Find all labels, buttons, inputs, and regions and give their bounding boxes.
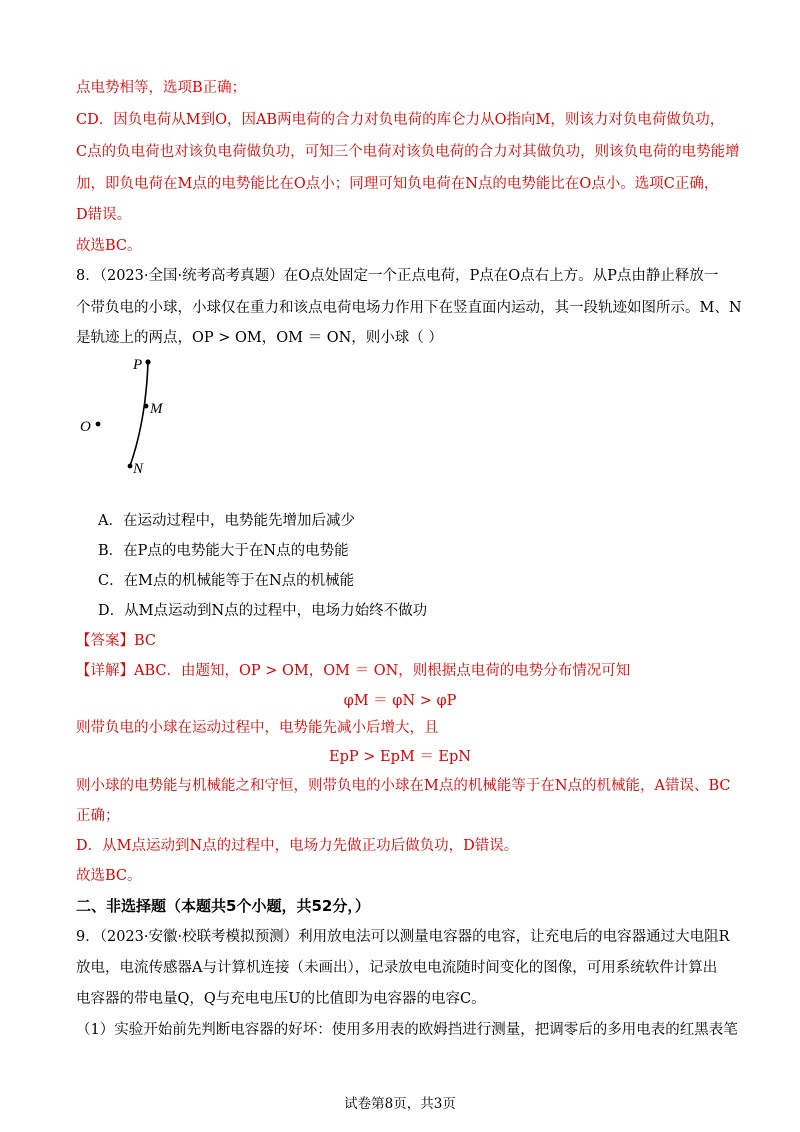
text-line: D错误。 [76,207,132,223]
text-line: C点的负电荷也对该负电荷做负功，可知三个电荷对该负电荷的合力对其做负功，则该负电荷的电势能增 [76,144,740,160]
text-line: 则带负电的小球在运动过程中，电势能先减小后增大，且 [76,720,439,736]
text-line: 点电势相等，选项B正确； [76,80,247,96]
text-line: 放电，电流传感器A与计算机连接（未画出），记录放电电流随时间变化的图像，可用系统软件计算出 [76,960,718,976]
text-line: CD．因负电荷从M到O，因AB两电荷的合力对负电荷的库仑力从O指向M，则该力对负电荷做负功， [76,112,725,128]
point-o-dot [96,422,101,427]
label-m: M [150,401,163,417]
text-line: 8．（2023·全国·统考高考真题）在O点处固定一个正点电荷，P点在O点右上方。从P点由静止释放一 [76,268,719,284]
text-line: 二、非选择题（本题共5个小题，共52分，） [76,897,370,915]
point-n-dot [128,464,133,469]
page-footer: 试卷第8页，共3页 [344,1096,456,1112]
text-line: （1）实验开始前先判断电容器的好坏：使用多用表的欧姆挡进行测量，把调零后的多用电表的红黑表笔 [76,1022,738,1038]
trajectory-curve [130,362,148,466]
text-line: 9．（2023·安徽·校联考模拟预测）利用放电法可以测量电容器的电容，让充电后的电容器通过大电阻R [76,929,730,945]
trajectory-figure [70,350,190,490]
text-line: C．在M点的机械能等于在N点的机械能 [98,573,355,589]
text-line: D．从M点运动到N点的过程中，电场力先做正功后做负功，D错误。 [76,838,519,854]
point-p-dot [145,359,150,364]
text-line: 个带负电的小球，小球仅在重力和该点电荷电场力作用下在竖直面内运动，其一段轨迹如图所示。M、N [76,300,742,316]
label-n: N [133,461,144,477]
text-line: 电容器的带电量Q，Q与充电电压U的比值即为电容器的电容C。 [76,991,486,1007]
text-line: 故选BC。 [76,868,142,884]
label-p: P [133,357,143,373]
text-line: 加，即负电荷在M点的电势能比在O点小；同理可知负电荷在N点的电势能比在O点小。选项C正确， [76,176,719,192]
text-line: 则小球的电势能与机械能之和守恒，则带负电的小球在M点的机械能等于在N点的机械能，A错误、BC [76,778,731,794]
text-line: 是轨迹上的两点，OP > OM，OM ＝ ON，则小球（ ） [76,330,443,346]
text-line: φM ＝ φN > φP [343,693,457,709]
text-line: A．在运动过程中，电势能先增加后减少 [98,513,355,529]
text-line: 故选BC。 [76,238,142,254]
text-line: D．从M点运动到N点的过程中，电场力始终不做功 [98,603,428,619]
text-line: EpP > EpM ＝ EpN [329,749,471,765]
point-m-dot [144,404,149,409]
text-line: 正确； [76,808,120,824]
text-line: 【详解】ABC．由题知，OP > OM，OM ＝ ON，则根据点电荷的电势分布情况可知 [76,663,631,679]
text-line: 【答案】BC [76,633,157,649]
label-o: O [80,419,91,435]
text-line: B．在P点的电势能大于在N点的电势能 [98,543,349,559]
